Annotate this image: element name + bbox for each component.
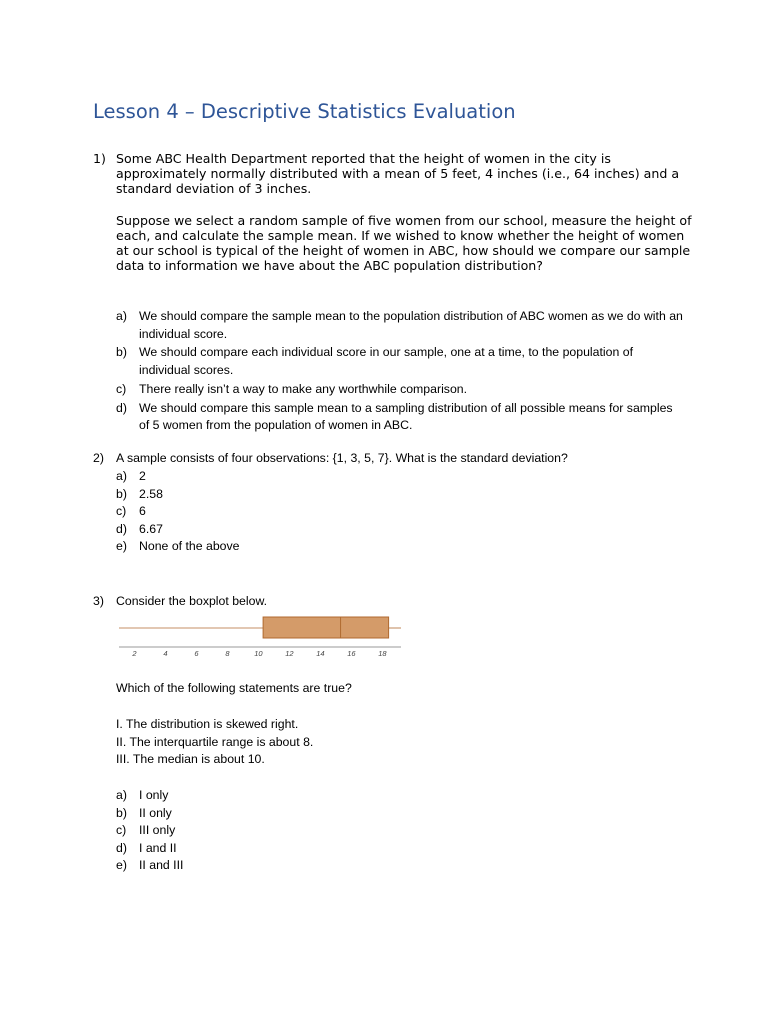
- question-1-options: [116, 308, 686, 435]
- question-number: 1): [93, 151, 106, 166]
- option-text: 2.58: [139, 486, 163, 501]
- statement-item: III. The median is about 10.: [116, 752, 265, 767]
- tick-label: 2: [132, 649, 137, 658]
- option-label: c): [116, 381, 127, 396]
- tick-label: 8: [225, 649, 230, 658]
- option-label: c): [116, 504, 127, 518]
- question-2: [93, 451, 568, 465]
- option-text: We should compare this sample mean to a sampling distribution of all possible means for samples of 5 women from the population of women in ABC.: [139, 400, 673, 433]
- option-label: e): [116, 539, 127, 553]
- option-label: d): [116, 521, 127, 536]
- tick-label: 12: [285, 649, 294, 658]
- option-text: I and II: [139, 840, 177, 855]
- option-label: b): [116, 345, 127, 360]
- question-2-options: [116, 468, 686, 556]
- tick-label: 10: [254, 649, 263, 658]
- statement-item: II. The interquartile range is about 8.: [116, 734, 314, 749]
- question-2-prompt: A sample consists of four observations: {1, 3, 5, 7}. What is the standard deviation?: [116, 451, 568, 465]
- tick-label: 14: [316, 649, 325, 658]
- box: [263, 617, 389, 638]
- option-label: b): [116, 486, 127, 501]
- question-number: 3): [93, 594, 104, 608]
- option-text: 6.67: [139, 521, 163, 536]
- option-item: [116, 308, 686, 343]
- statement-item: I. The distribution is skewed right.: [116, 717, 299, 731]
- option-label: a): [116, 309, 127, 323]
- option-label: e): [116, 858, 127, 873]
- option-text: There really isn’t a way to make any worthwhile comparison.: [139, 381, 468, 396]
- option-text: III only: [139, 823, 176, 838]
- option-label: a): [116, 788, 127, 802]
- option-text: II only: [139, 805, 172, 820]
- option-text: 2: [139, 469, 146, 483]
- option-item: [116, 400, 686, 435]
- question-3-question: Which of the following statements are true?: [116, 681, 352, 695]
- option-item: [116, 468, 686, 486]
- option-text: We should compare each individual score in our sample, one at a time, to the population of individual scores.: [139, 345, 633, 378]
- question-number: 2): [93, 451, 104, 465]
- option-item: [116, 381, 686, 399]
- option-item: [116, 344, 686, 379]
- option-text: We should compare the sample mean to the population distribution of ABC women as we do with an individual score.: [139, 309, 683, 341]
- option-label: d): [116, 400, 127, 415]
- question-3-statements: [116, 716, 313, 769]
- tick-label: 18: [378, 649, 387, 658]
- tick-label: 4: [163, 649, 168, 658]
- option-label: d): [116, 840, 127, 855]
- option-item: [116, 787, 686, 805]
- option-label: a): [116, 469, 127, 483]
- option-text: 6: [139, 504, 146, 518]
- page-title: Lesson 4 – Descriptive Statistics Evaluation: [93, 100, 516, 123]
- tick-label: 6: [194, 649, 199, 658]
- boxplot-chart: [115, 612, 405, 662]
- option-text: II and III: [139, 858, 184, 873]
- option-item: [116, 521, 686, 539]
- tick-label: 16: [347, 649, 356, 658]
- question-3-prompt: Consider the boxplot below.: [116, 594, 268, 608]
- option-item: [116, 805, 686, 823]
- option-item: [116, 486, 686, 504]
- option-item: [116, 840, 686, 858]
- question-1-paragraph-1: Some ABC Health Department reported that the height of women in the city is approximately normally distributed with a mean of 5 feet, 4 inches (i.e., 64 inches) and a standard deviation of 3 inches.: [116, 151, 680, 196]
- question-1-paragraph-2: Suppose we select a random sample of five women from our school, measure the height of each, and calculate the sample mean. If we wished to know whether the height of women at our school is typical of the height of women in ABC, how should we compare our sample data to information we have about the ABC population distribution?: [116, 213, 692, 273]
- question-3-options: [116, 787, 686, 875]
- question-3: [93, 594, 267, 608]
- option-item: [116, 822, 686, 840]
- question-1: [93, 152, 693, 274]
- option-item: [116, 503, 686, 521]
- option-label: c): [116, 823, 127, 838]
- option-item: [116, 857, 686, 875]
- option-label: b): [116, 805, 127, 820]
- option-text: I only: [139, 788, 169, 802]
- option-text: None of the above: [139, 539, 240, 553]
- option-item: [116, 538, 686, 556]
